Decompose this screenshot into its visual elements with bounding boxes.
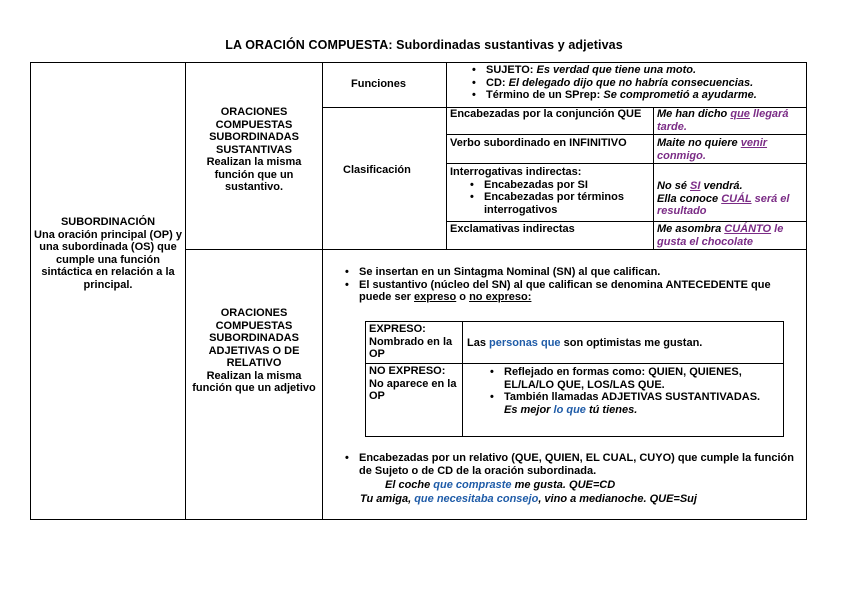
expreso-label-cell: EXPRESO: Nombrado en la OP <box>369 323 453 360</box>
clas-que-ejemplo: Me han dicho que llegará tarde. <box>657 108 789 133</box>
page-title: LA ORACIÓN COMPUESTA: Subordinadas sustantivas y adjetivas <box>225 38 623 52</box>
sustantivas-heading: ORACIONES COMPUESTAS SUBORDINADAS SUSTANTIVAS <box>209 106 299 156</box>
expreso-example: Las personas que son optimistas me gustan. <box>467 337 703 349</box>
adj-example-2: Tu amiga, que necesitaba consejo, vino a medianoche. QUE=Suj <box>360 493 697 505</box>
sustantivas-cell <box>190 106 318 194</box>
noexpreso-bullet-1: • Reflejado en formas como: QUIEN, QUIENES, EL/LA/LO QUE, LOS/LAS QUE. <box>488 366 780 391</box>
noexpreso-content <box>488 366 780 416</box>
sustantivas-text: Realizan la misma función que un sustantivo. <box>206 156 302 193</box>
clas-que-tipo: Encabezadas por la conjunción QUE <box>450 108 642 120</box>
adj-example-1: El coche que compraste me gusta. QUE=CD <box>385 479 616 491</box>
adj-bullet-1: • Se insertan en un Sintagma Nominal (SN) al que califican. <box>343 266 803 279</box>
noexpreso-label-cell: NO EXPRESO: No aparece en la OP <box>369 365 457 402</box>
subordinacion-cell <box>32 216 184 291</box>
noexpreso-bullet-2: • También llamadas ADJETIVAS SUSTANTIVADAS. <box>488 391 780 404</box>
clasificacion-label: Clasificación <box>343 164 411 176</box>
clas-inf-tipo: Verbo subordinado en INFINITIVO <box>450 137 627 149</box>
adjetivas-cell <box>190 307 318 395</box>
adjetivas-text: Realizan la misma función que un adjetivo <box>192 369 316 394</box>
clas-interrog-tipo: Interrogativas indirectas: • Encabezadas por SI • Encabezadas por términos interrogativos <box>450 166 650 216</box>
clas-exclam-ejemplo: Me asombra CUÁNTO le gusta el chocolate <box>657 223 784 248</box>
funcion-sujeto: • SUJETO: Es verdad que tiene una moto. <box>470 64 805 77</box>
noexpreso-example: Es mejor lo que tú tienes. <box>504 403 638 416</box>
adjetivas-bullets-top <box>343 266 803 304</box>
interrog-terminos: • Encabezadas por términos interrogativos <box>468 191 650 216</box>
adj-bullet-3: • Encabezadas por un relativo (QUE, QUIEN, EL CUAL, CUYO) que cumple la función de Sujeto o de CD de la oración subordinada. <box>343 452 803 477</box>
subordinacion-text: Una oración principal (OP) y una subordinada (OS) que cumple una función sintáctica en relación a la principal. <box>34 228 182 291</box>
subordinacion-heading: SUBORDINACIÓN <box>60 216 156 228</box>
adjetivas-heading: ORACIONES COMPUESTAS SUBORDINADAS ADJETIVAS O DE RELATIVO <box>208 307 300 369</box>
clas-interrog-ejemplo: No sé SI vendrá. Ella conoce CUÁL será el resultado <box>657 180 790 217</box>
funciones-list <box>470 64 805 102</box>
adj-bullet-2: • El sustantivo (núcleo del SN) al que califican se denomina ANTECEDENTE que puede ser expreso o no expreso: <box>343 279 803 304</box>
funciones-label: Funciones <box>351 78 407 90</box>
funcion-sprep: • Término de un SPrep: Se comprometió a ayudarme. <box>470 89 805 102</box>
interrog-si: • Encabezadas por SI <box>468 179 650 192</box>
clas-exclam-tipo: Exclamativas indirectas <box>450 223 575 235</box>
clas-inf-ejemplo: Maite no quiere venir conmigo. <box>657 137 768 162</box>
funcion-cd: • CD: El delegado dijo que no habría consecuencias. <box>470 77 805 90</box>
adjetivas-bullet-3-wrap <box>343 452 803 477</box>
